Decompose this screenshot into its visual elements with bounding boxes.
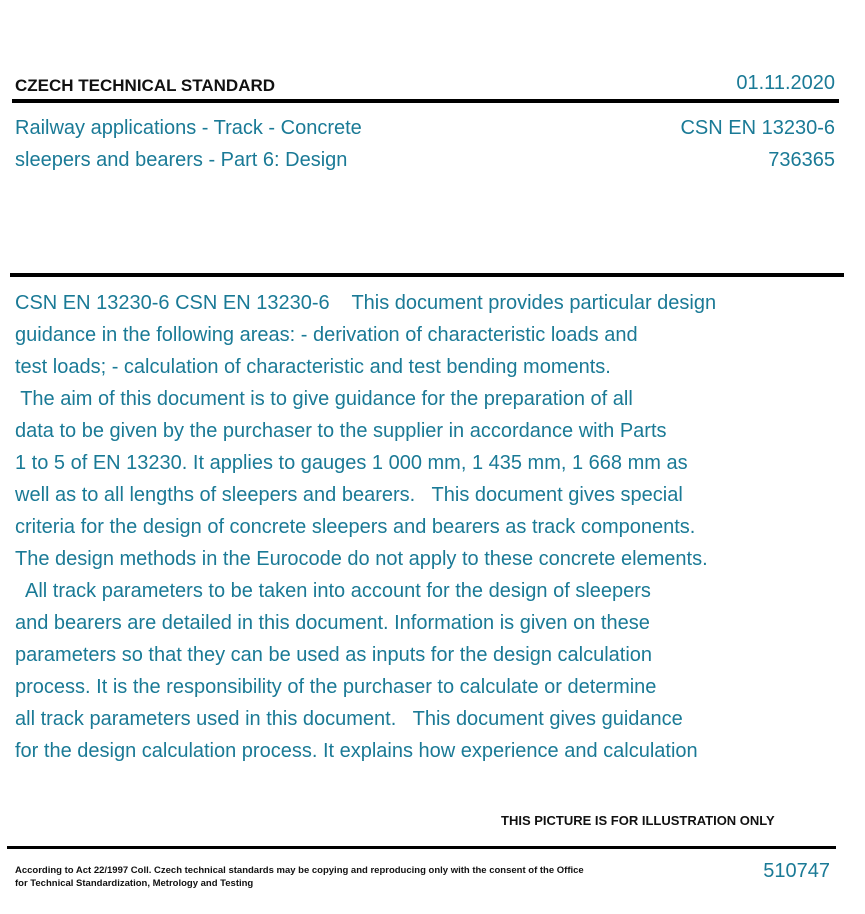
abstract-line: CSN EN 13230-6 CSN EN 13230-6 This document provides particular design — [15, 292, 717, 314]
abstract-line: The aim of this document is to give guidance for the preparation of all — [15, 388, 633, 410]
publication-date: 01.11.2020 — [736, 72, 835, 94]
abstract-line: All track parameters to be taken into account for the design of sleepers — [15, 580, 651, 602]
legal-notice — [15, 864, 584, 890]
document-title-line-1: Railway applications - Track - Concrete — [15, 117, 362, 139]
catalog-number: 736365 — [768, 149, 835, 171]
abstract-line: data to be given by the purchaser to the supplier in accordance with Parts — [15, 420, 667, 442]
abstract-line: and bearers are detailed in this document. Information is given on these — [15, 612, 650, 634]
abstract-line: process. It is the responsibility of the purchaser to calculate or determine — [15, 676, 657, 698]
abstract-line: all track parameters used in this document. This document gives guidance — [15, 708, 683, 730]
abstract-line: well as to all lengths of sleepers and bearers. This document gives special — [15, 484, 683, 506]
legal-notice-line-1: According to Act 22/1997 Coll. Czech technical standards may be copying and reproducing only with the consent of the Office — [15, 865, 584, 876]
illustration-disclaimer: THIS PICTURE IS FOR ILLUSTRATION ONLY — [501, 813, 775, 828]
abstract-line: for the design calculation process. It explains how experience and calculation — [15, 740, 698, 762]
document-title-line-2: sleepers and bearers - Part 6: Design — [15, 149, 348, 171]
abstract-line: criteria for the design of concrete sleepers and bearers as track components. — [15, 516, 696, 538]
abstract-line: 1 to 5 of EN 13230. It applies to gauges 1 000 mm, 1 435 mm, 1 668 mm as — [15, 452, 688, 474]
abstract-line: The design methods in the Eurocode do not apply to these concrete elements. — [15, 548, 708, 570]
document-id: 510747 — [763, 860, 830, 882]
abstract-text — [15, 287, 795, 767]
abstract-line: parameters so that they can be used as inputs for the design calculation — [15, 644, 653, 666]
footer-divider — [7, 846, 836, 849]
header-divider — [12, 99, 839, 103]
standard-type-label: CZECH TECHNICAL STANDARD — [15, 76, 276, 95]
legal-notice-line-2: for Technical Standardization, Metrology and Testing — [15, 878, 254, 889]
title-divider — [10, 273, 844, 277]
abstract-line: test loads; - calculation of characteristic and test bending moments. — [15, 356, 611, 378]
standard-code: CSN EN 13230-6 — [680, 117, 835, 139]
abstract-line: guidance in the following areas: - derivation of characteristic loads and — [15, 324, 638, 346]
